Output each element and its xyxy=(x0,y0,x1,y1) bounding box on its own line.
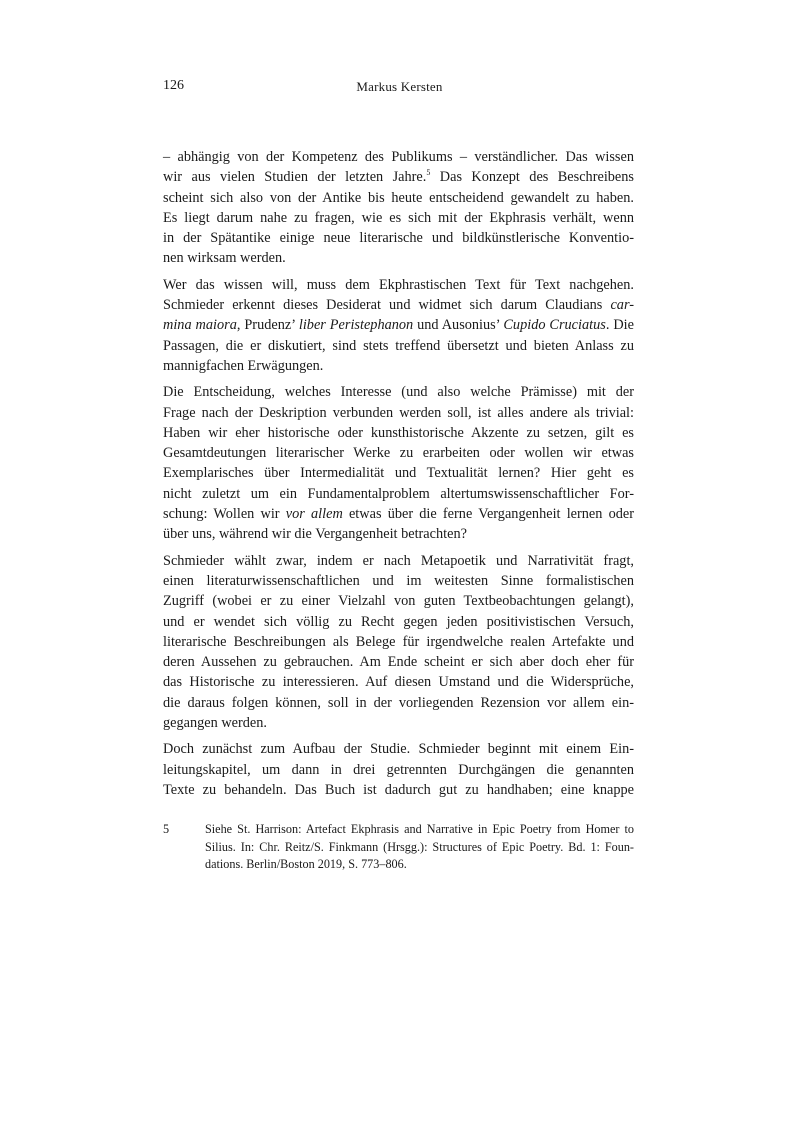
text-line xyxy=(163,504,634,524)
text-segment: Exemplarisches über Intermedialität und Textualität lernen? Hier geht es xyxy=(163,465,634,482)
footnote-line: Silius. In: Chr. Reitz/S. Finkmann (Hrsgg.): Structures of Epic Poetry. Bd. 1: Foun- xyxy=(205,839,634,854)
text-line xyxy=(163,443,634,463)
text-line xyxy=(163,571,634,591)
text-segment: in der Spätantike einige neue literarische und bildkünstlerische Konventio- xyxy=(163,230,634,247)
text-segment: das Historische zu interessieren. Auf diesen Umstand und die Widersprüche, xyxy=(163,674,634,691)
text-line xyxy=(163,248,634,268)
footnote-line: Siehe St. Harrison: Artefact Ekphrasis and Narrative in Epic Poetry from Homer to xyxy=(205,822,634,836)
italic-text: Cupido Cruciatus xyxy=(503,317,606,334)
text-segment: Schmieder wählt zwar, indem er nach Metapoetik und Narrativität fragt, xyxy=(163,552,634,569)
text-segment: nen wirksam werden. xyxy=(163,250,286,267)
text-line xyxy=(163,188,634,208)
page-number: 126 xyxy=(163,78,184,93)
text-line xyxy=(163,167,634,187)
text-line xyxy=(163,551,634,571)
text-segment: Haben wir eher historische oder kunsthistorische Akzente zu setzen, gilt es xyxy=(163,424,634,441)
text-segment: und Ausonius’ xyxy=(413,317,504,334)
text-line xyxy=(163,484,634,504)
footnote xyxy=(163,821,634,874)
text-segment: gegangen werden. xyxy=(163,715,268,732)
text-line xyxy=(163,382,634,402)
text-line xyxy=(163,315,634,335)
text-segment: , Prudenz’ xyxy=(236,317,299,334)
text-line xyxy=(163,760,634,780)
text-line xyxy=(163,524,634,544)
text-segment: schung: Wollen wir xyxy=(163,506,286,523)
text-line xyxy=(163,147,634,167)
text-line xyxy=(163,780,634,800)
text-segment: wir aus vielen Studien der letzten Jahre. xyxy=(163,169,427,186)
text-segment: über uns, während wir die Vergangenheit betrachten? xyxy=(163,526,467,543)
text-line xyxy=(163,336,634,356)
text-line xyxy=(163,693,634,713)
text-segment: leitungskapitel, um dann in drei getrennten Durchgängen die genannten xyxy=(163,761,634,778)
footnote-line: dations. Berlin/Boston 2019, S. 773–806. xyxy=(205,857,407,871)
text-line xyxy=(163,672,634,692)
paragraph xyxy=(163,551,634,734)
text-segment: – abhängig von der Kompetenz des Publikums – verständlicher. Das wissen xyxy=(163,149,634,165)
text-line xyxy=(163,652,634,672)
paragraph xyxy=(163,147,634,269)
text-segment: etwas über die ferne Vergangenheit lernen oder xyxy=(342,506,635,523)
italic-text: vor allem xyxy=(285,506,343,523)
text-line xyxy=(163,423,634,443)
text-segment: einen literaturwissenschaftlichen und im weitesten Sinne formalistischen xyxy=(163,572,634,589)
footnote-reference[interactable]: 5 xyxy=(426,168,431,178)
text-line xyxy=(163,356,634,376)
text-segment: . Die xyxy=(605,317,634,334)
text-segment: die daraus folgen können, soll in der vorliegenden Rezension vor allem ein- xyxy=(163,694,634,711)
text-segment: Zugriff (wobei er zu einer Vielzahl von guten Textbeobachtungen gelangt), xyxy=(163,593,634,610)
text-segment: Frage nach der Deskription verbunden werden soll, ist alles andere als trivial: xyxy=(163,404,634,421)
paragraph xyxy=(163,382,634,544)
text-line xyxy=(163,739,634,759)
text-segment: Die Entscheidung, welches Interesse (und also welche Prämisse) mit der xyxy=(163,384,634,401)
text-line xyxy=(163,463,634,483)
footnotes xyxy=(163,821,634,874)
text-segment: nicht zuletzt um ein Fundamentalproblem altertumswissenschaftlicher For- xyxy=(163,485,634,502)
text-line xyxy=(163,295,634,315)
text-segment: und er wendet sich völlig zu Recht gegen jeden positivistischen Versuch, xyxy=(163,613,634,630)
text-line xyxy=(163,713,634,733)
text-line xyxy=(163,591,634,611)
text-segment: Das Konzept des Beschreibens xyxy=(430,169,634,186)
paragraph xyxy=(163,739,634,800)
text-segment: Es liegt darum nahe zu fragen, wie es sich mit der Ekphrasis verhält, wenn xyxy=(163,209,634,226)
text-segment: Schmieder erkennt dieses Desiderat und widmet sich darum Claudians xyxy=(163,297,611,314)
paragraph xyxy=(163,275,634,376)
footnote-number: 5 xyxy=(163,822,170,836)
text-segment: mannigfachen Erwägungen. xyxy=(163,357,324,374)
body-text xyxy=(163,147,634,806)
text-line xyxy=(163,228,634,248)
text-segment: deren Aussehen zu gebrauchen. Am Ende scheint er sich aber doch eher für xyxy=(163,654,634,671)
italic-text: mina maiora xyxy=(163,317,237,334)
running-head: Markus Kersten xyxy=(356,79,443,94)
text-segment: scheint sich also von der Antike bis heute entscheidend gewandelt zu haben. xyxy=(163,189,634,206)
text-segment: Passagen, die er diskutiert, sind stets treffend übersetzt und bieten Anlass zu xyxy=(163,337,634,354)
text-line xyxy=(163,275,634,295)
text-segment: Texte zu behandeln. Das Buch ist dadurch gut zu handhaben; eine knappe xyxy=(163,781,634,798)
text-segment: literarische Beschreibungen als Belege für irgendwelche realen Artefakte und xyxy=(163,633,634,650)
text-segment: Wer das wissen will, muss dem Ekphrastischen Text für Text nachgehen. xyxy=(163,276,634,293)
text-line xyxy=(163,403,634,423)
italic-text: liber Peristephanon xyxy=(298,317,414,334)
text-line xyxy=(163,208,634,228)
text-segment: Gesamtdeutungen literarischer Werke zu erarbeiten oder wollen wir etwas xyxy=(163,445,634,462)
italic-text: car- xyxy=(610,297,634,314)
text-line xyxy=(163,612,634,632)
text-segment: Doch zunächst zum Aufbau der Studie. Schmieder beginnt mit einem Ein- xyxy=(163,741,634,758)
text-line xyxy=(163,632,634,652)
